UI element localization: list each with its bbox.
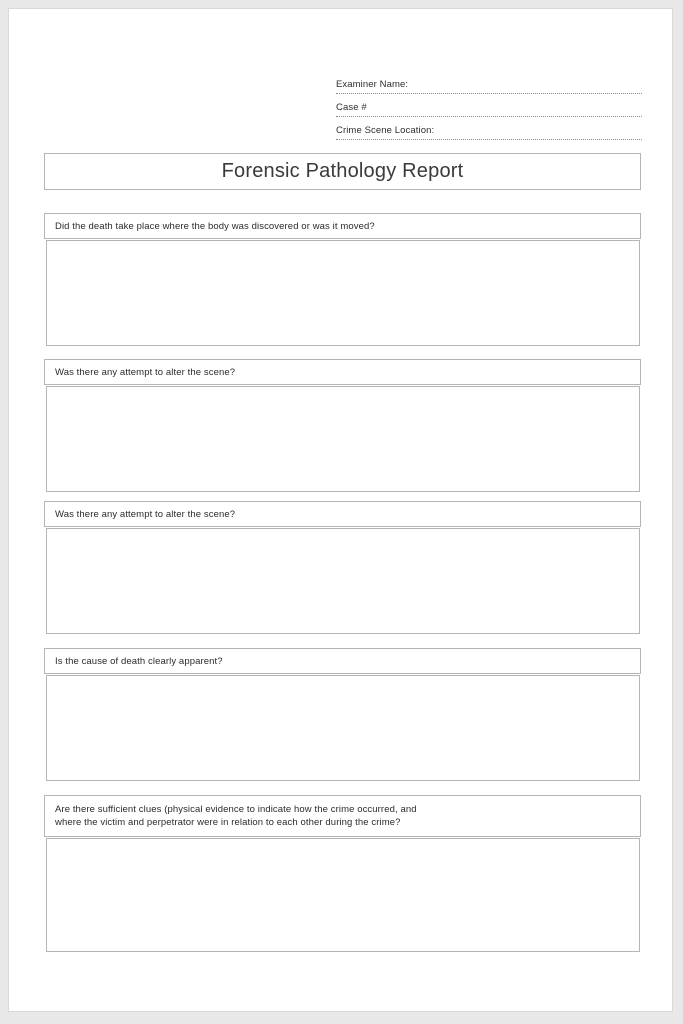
case-number-label: Case # <box>336 102 367 113</box>
question-section-5 <box>44 795 641 952</box>
question-section-1 <box>44 213 641 346</box>
answer-box-2[interactable] <box>46 386 640 492</box>
answer-box-4[interactable] <box>46 675 640 781</box>
answer-box-5[interactable] <box>46 838 640 952</box>
question-label-4: Is the cause of death clearly apparent? <box>55 656 223 667</box>
report-title-bar <box>44 153 641 190</box>
question-label-3: Was there any attempt to alter the scene? <box>55 509 236 520</box>
question-label-5-line1: Are there sufficient clues (physical evidence to indicate how the crime occurred, and <box>55 804 417 815</box>
header-field-crime-scene-location[interactable] <box>336 117 642 140</box>
header-field-case-number[interactable] <box>336 94 642 117</box>
document-page <box>8 8 673 1012</box>
question-header-5 <box>44 795 641 837</box>
answer-box-1[interactable] <box>46 240 640 346</box>
answer-box-3[interactable] <box>46 528 640 634</box>
header-field-examiner-name[interactable] <box>336 71 642 94</box>
report-sheet <box>9 9 672 1011</box>
question-section-2 <box>44 359 641 492</box>
question-header-3 <box>44 501 641 527</box>
question-label-2: Was there any attempt to alter the scene? <box>55 367 236 378</box>
question-header-4 <box>44 648 641 674</box>
question-section-3 <box>44 501 641 634</box>
crime-scene-location-label: Crime Scene Location: <box>336 125 435 136</box>
question-label-5-line2: where the victim and perpetrator were in relation to each other during the crime? <box>55 817 401 828</box>
examiner-identification-block <box>336 71 642 140</box>
question-section-4 <box>44 648 641 781</box>
question-label-1: Did the death take place where the body was discovered or was it moved? <box>55 221 375 232</box>
question-header-1 <box>44 213 641 239</box>
page-title: Forensic Pathology Report <box>221 160 464 182</box>
examiner-name-label: Examiner Name: <box>336 79 409 90</box>
question-header-2 <box>44 359 641 385</box>
